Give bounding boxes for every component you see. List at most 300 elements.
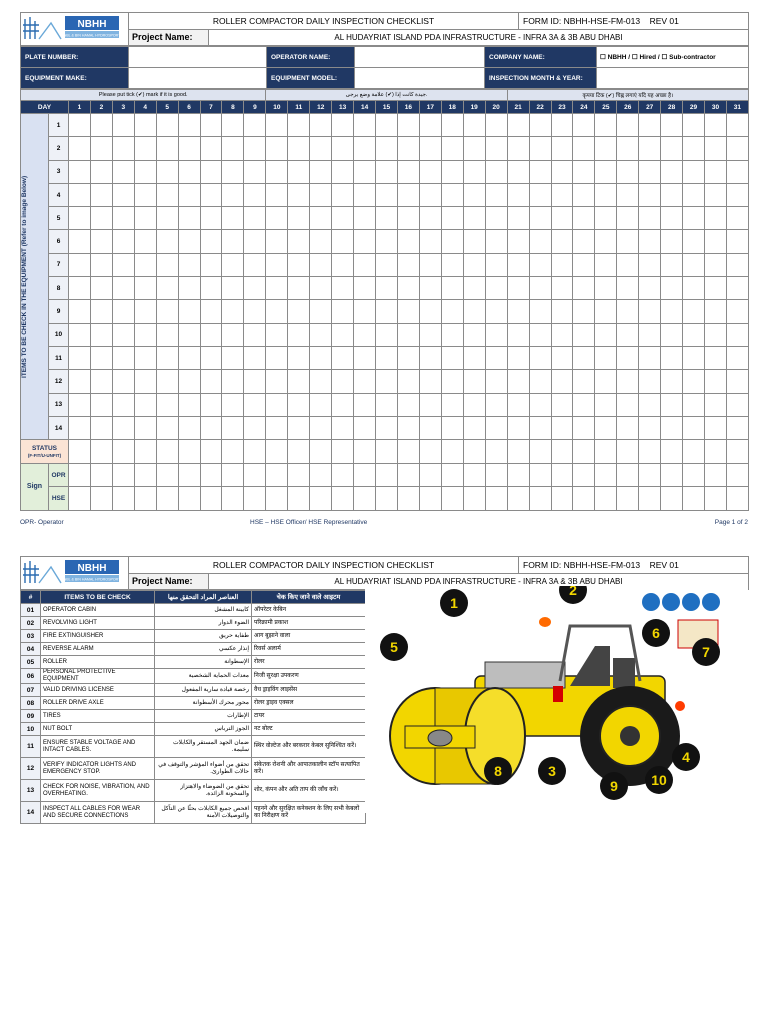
check-cell[interactable] xyxy=(551,230,573,253)
check-cell[interactable] xyxy=(551,207,573,230)
check-cell[interactable] xyxy=(551,323,573,346)
check-cell[interactable] xyxy=(397,230,419,253)
check-cell[interactable] xyxy=(726,323,748,346)
check-cell[interactable] xyxy=(507,416,529,439)
check-cell[interactable] xyxy=(441,370,463,393)
check-cell[interactable] xyxy=(134,323,156,346)
status-cell[interactable] xyxy=(90,440,112,464)
check-cell[interactable] xyxy=(178,416,200,439)
check-cell[interactable] xyxy=(617,230,639,253)
check-cell[interactable] xyxy=(617,393,639,416)
check-cell[interactable] xyxy=(617,160,639,183)
check-cell[interactable] xyxy=(397,253,419,276)
check-cell[interactable] xyxy=(112,346,134,369)
check-cell[interactable] xyxy=(397,183,419,206)
signature-cell[interactable] xyxy=(178,464,200,487)
check-cell[interactable] xyxy=(595,183,617,206)
check-cell[interactable] xyxy=(376,300,398,323)
check-cell[interactable] xyxy=(704,183,726,206)
check-cell[interactable] xyxy=(222,183,244,206)
check-cell[interactable] xyxy=(178,253,200,276)
company-options[interactable]: ☐ NBHH / ☐ Hired / ☐ Sub-contractor xyxy=(597,47,749,68)
check-cell[interactable] xyxy=(332,253,354,276)
check-cell[interactable] xyxy=(595,230,617,253)
check-cell[interactable] xyxy=(441,230,463,253)
signature-cell[interactable] xyxy=(354,487,376,510)
check-cell[interactable] xyxy=(507,277,529,300)
check-cell[interactable] xyxy=(178,323,200,346)
check-cell[interactable] xyxy=(683,207,705,230)
check-cell[interactable] xyxy=(310,346,332,369)
check-cell[interactable] xyxy=(551,416,573,439)
check-cell[interactable] xyxy=(397,137,419,160)
check-cell[interactable] xyxy=(551,346,573,369)
check-cell[interactable] xyxy=(595,300,617,323)
signature-cell[interactable] xyxy=(485,464,507,487)
check-cell[interactable] xyxy=(156,183,178,206)
signature-cell[interactable] xyxy=(332,487,354,510)
signature-cell[interactable] xyxy=(156,464,178,487)
status-cell[interactable] xyxy=(332,440,354,464)
check-cell[interactable] xyxy=(310,230,332,253)
check-cell[interactable] xyxy=(507,160,529,183)
check-cell[interactable] xyxy=(463,323,485,346)
check-cell[interactable] xyxy=(507,230,529,253)
equipment-model-field[interactable] xyxy=(355,68,485,89)
check-cell[interactable] xyxy=(156,370,178,393)
check-cell[interactable] xyxy=(419,160,441,183)
status-cell[interactable] xyxy=(200,440,222,464)
check-cell[interactable] xyxy=(134,207,156,230)
signature-cell[interactable] xyxy=(244,464,266,487)
check-cell[interactable] xyxy=(463,277,485,300)
check-cell[interactable] xyxy=(419,137,441,160)
check-cell[interactable] xyxy=(90,207,112,230)
check-cell[interactable] xyxy=(200,230,222,253)
check-cell[interactable] xyxy=(507,183,529,206)
signature-cell[interactable] xyxy=(90,487,112,510)
check-cell[interactable] xyxy=(704,277,726,300)
check-cell[interactable] xyxy=(244,346,266,369)
check-cell[interactable] xyxy=(573,137,595,160)
check-cell[interactable] xyxy=(463,253,485,276)
signature-cell[interactable] xyxy=(266,487,288,510)
check-cell[interactable] xyxy=(376,370,398,393)
check-cell[interactable] xyxy=(178,114,200,137)
check-cell[interactable] xyxy=(441,416,463,439)
check-cell[interactable] xyxy=(704,346,726,369)
check-cell[interactable] xyxy=(200,300,222,323)
check-cell[interactable] xyxy=(332,346,354,369)
check-cell[interactable] xyxy=(661,207,683,230)
check-cell[interactable] xyxy=(332,370,354,393)
signature-cell[interactable] xyxy=(639,464,661,487)
check-cell[interactable] xyxy=(266,207,288,230)
check-cell[interactable] xyxy=(617,346,639,369)
check-cell[interactable] xyxy=(310,160,332,183)
check-cell[interactable] xyxy=(463,300,485,323)
check-cell[interactable] xyxy=(244,393,266,416)
check-cell[interactable] xyxy=(463,137,485,160)
check-cell[interactable] xyxy=(529,114,551,137)
signature-cell[interactable] xyxy=(134,464,156,487)
check-cell[interactable] xyxy=(639,346,661,369)
check-cell[interactable] xyxy=(463,393,485,416)
check-cell[interactable] xyxy=(134,114,156,137)
check-cell[interactable] xyxy=(419,346,441,369)
signature-cell[interactable] xyxy=(112,487,134,510)
check-cell[interactable] xyxy=(573,207,595,230)
check-cell[interactable] xyxy=(332,207,354,230)
check-cell[interactable] xyxy=(69,253,91,276)
signature-cell[interactable] xyxy=(288,487,310,510)
signature-cell[interactable] xyxy=(200,487,222,510)
check-cell[interactable] xyxy=(683,277,705,300)
check-cell[interactable] xyxy=(69,114,91,137)
check-cell[interactable] xyxy=(507,300,529,323)
check-cell[interactable] xyxy=(112,137,134,160)
check-cell[interactable] xyxy=(222,300,244,323)
check-cell[interactable] xyxy=(288,277,310,300)
check-cell[interactable] xyxy=(112,300,134,323)
check-cell[interactable] xyxy=(726,300,748,323)
check-cell[interactable] xyxy=(310,300,332,323)
check-cell[interactable] xyxy=(639,300,661,323)
check-cell[interactable] xyxy=(419,393,441,416)
check-cell[interactable] xyxy=(376,323,398,346)
check-cell[interactable] xyxy=(661,346,683,369)
check-cell[interactable] xyxy=(419,207,441,230)
check-cell[interactable] xyxy=(178,346,200,369)
signature-cell[interactable] xyxy=(704,464,726,487)
check-cell[interactable] xyxy=(376,346,398,369)
check-cell[interactable] xyxy=(266,253,288,276)
check-cell[interactable] xyxy=(266,160,288,183)
check-cell[interactable] xyxy=(617,416,639,439)
check-cell[interactable] xyxy=(112,253,134,276)
check-cell[interactable] xyxy=(244,114,266,137)
check-cell[interactable] xyxy=(134,160,156,183)
check-cell[interactable] xyxy=(573,300,595,323)
check-cell[interactable] xyxy=(134,416,156,439)
check-cell[interactable] xyxy=(573,393,595,416)
check-cell[interactable] xyxy=(332,300,354,323)
check-cell[interactable] xyxy=(266,393,288,416)
check-cell[interactable] xyxy=(529,160,551,183)
check-cell[interactable] xyxy=(354,323,376,346)
check-cell[interactable] xyxy=(90,253,112,276)
check-cell[interactable] xyxy=(244,323,266,346)
signature-cell[interactable] xyxy=(112,464,134,487)
check-cell[interactable] xyxy=(332,183,354,206)
check-cell[interactable] xyxy=(419,230,441,253)
check-cell[interactable] xyxy=(310,137,332,160)
check-cell[interactable] xyxy=(200,393,222,416)
check-cell[interactable] xyxy=(661,230,683,253)
check-cell[interactable] xyxy=(310,393,332,416)
check-cell[interactable] xyxy=(639,393,661,416)
check-cell[interactable] xyxy=(726,183,748,206)
check-cell[interactable] xyxy=(485,416,507,439)
check-cell[interactable] xyxy=(485,230,507,253)
check-cell[interactable] xyxy=(90,346,112,369)
check-cell[interactable] xyxy=(178,277,200,300)
check-cell[interactable] xyxy=(529,370,551,393)
check-cell[interactable] xyxy=(90,137,112,160)
check-cell[interactable] xyxy=(726,114,748,137)
check-cell[interactable] xyxy=(551,160,573,183)
check-cell[interactable] xyxy=(112,160,134,183)
check-cell[interactable] xyxy=(112,323,134,346)
check-cell[interactable] xyxy=(332,230,354,253)
check-cell[interactable] xyxy=(156,416,178,439)
status-cell[interactable] xyxy=(595,440,617,464)
check-cell[interactable] xyxy=(639,183,661,206)
check-cell[interactable] xyxy=(266,346,288,369)
check-cell[interactable] xyxy=(551,253,573,276)
check-cell[interactable] xyxy=(397,300,419,323)
status-cell[interactable] xyxy=(69,440,91,464)
check-cell[interactable] xyxy=(354,114,376,137)
check-cell[interactable] xyxy=(222,393,244,416)
check-cell[interactable] xyxy=(266,370,288,393)
signature-cell[interactable] xyxy=(507,464,529,487)
check-cell[interactable] xyxy=(310,253,332,276)
check-cell[interactable] xyxy=(397,323,419,346)
check-cell[interactable] xyxy=(310,114,332,137)
check-cell[interactable] xyxy=(112,393,134,416)
status-cell[interactable] xyxy=(419,440,441,464)
check-cell[interactable] xyxy=(156,393,178,416)
check-cell[interactable] xyxy=(595,346,617,369)
check-cell[interactable] xyxy=(595,370,617,393)
check-cell[interactable] xyxy=(266,183,288,206)
check-cell[interactable] xyxy=(617,253,639,276)
check-cell[interactable] xyxy=(354,277,376,300)
signature-cell[interactable] xyxy=(507,487,529,510)
check-cell[interactable] xyxy=(288,346,310,369)
check-cell[interactable] xyxy=(90,160,112,183)
check-cell[interactable] xyxy=(288,393,310,416)
status-cell[interactable] xyxy=(310,440,332,464)
signature-cell[interactable] xyxy=(463,464,485,487)
check-cell[interactable] xyxy=(69,137,91,160)
check-cell[interactable] xyxy=(551,183,573,206)
check-cell[interactable] xyxy=(463,160,485,183)
status-cell[interactable] xyxy=(551,440,573,464)
check-cell[interactable] xyxy=(134,346,156,369)
check-cell[interactable] xyxy=(683,346,705,369)
status-cell[interactable] xyxy=(704,440,726,464)
check-cell[interactable] xyxy=(485,253,507,276)
check-cell[interactable] xyxy=(463,346,485,369)
check-cell[interactable] xyxy=(112,183,134,206)
check-cell[interactable] xyxy=(595,207,617,230)
status-cell[interactable] xyxy=(463,440,485,464)
check-cell[interactable] xyxy=(90,230,112,253)
check-cell[interactable] xyxy=(507,346,529,369)
check-cell[interactable] xyxy=(661,160,683,183)
check-cell[interactable] xyxy=(507,393,529,416)
status-cell[interactable] xyxy=(376,440,398,464)
check-cell[interactable] xyxy=(726,207,748,230)
signature-cell[interactable] xyxy=(69,487,91,510)
check-cell[interactable] xyxy=(485,300,507,323)
check-cell[interactable] xyxy=(529,300,551,323)
check-cell[interactable] xyxy=(112,277,134,300)
check-cell[interactable] xyxy=(134,183,156,206)
status-cell[interactable] xyxy=(178,440,200,464)
signature-cell[interactable] xyxy=(266,464,288,487)
check-cell[interactable] xyxy=(156,346,178,369)
check-cell[interactable] xyxy=(156,160,178,183)
check-cell[interactable] xyxy=(222,207,244,230)
check-cell[interactable] xyxy=(573,114,595,137)
check-cell[interactable] xyxy=(90,183,112,206)
check-cell[interactable] xyxy=(222,416,244,439)
check-cell[interactable] xyxy=(69,160,91,183)
check-cell[interactable] xyxy=(441,277,463,300)
check-cell[interactable] xyxy=(397,346,419,369)
check-cell[interactable] xyxy=(376,253,398,276)
check-cell[interactable] xyxy=(112,416,134,439)
signature-cell[interactable] xyxy=(419,487,441,510)
check-cell[interactable] xyxy=(661,323,683,346)
check-cell[interactable] xyxy=(332,323,354,346)
check-cell[interactable] xyxy=(419,416,441,439)
check-cell[interactable] xyxy=(573,160,595,183)
check-cell[interactable] xyxy=(222,160,244,183)
check-cell[interactable] xyxy=(617,114,639,137)
check-cell[interactable] xyxy=(310,370,332,393)
check-cell[interactable] xyxy=(419,253,441,276)
check-cell[interactable] xyxy=(397,370,419,393)
signature-cell[interactable] xyxy=(551,487,573,510)
signature-cell[interactable] xyxy=(661,487,683,510)
check-cell[interactable] xyxy=(551,370,573,393)
status-cell[interactable] xyxy=(266,440,288,464)
check-cell[interactable] xyxy=(310,183,332,206)
check-cell[interactable] xyxy=(595,393,617,416)
check-cell[interactable] xyxy=(134,393,156,416)
check-cell[interactable] xyxy=(200,416,222,439)
check-cell[interactable] xyxy=(288,416,310,439)
check-cell[interactable] xyxy=(573,323,595,346)
check-cell[interactable] xyxy=(529,277,551,300)
signature-cell[interactable] xyxy=(551,464,573,487)
signature-cell[interactable] xyxy=(134,487,156,510)
check-cell[interactable] xyxy=(507,253,529,276)
check-cell[interactable] xyxy=(661,277,683,300)
check-cell[interactable] xyxy=(485,393,507,416)
status-cell[interactable] xyxy=(639,440,661,464)
check-cell[interactable] xyxy=(551,277,573,300)
check-cell[interactable] xyxy=(704,393,726,416)
signature-cell[interactable] xyxy=(573,487,595,510)
check-cell[interactable] xyxy=(332,393,354,416)
signature-cell[interactable] xyxy=(310,487,332,510)
check-cell[interactable] xyxy=(222,277,244,300)
check-cell[interactable] xyxy=(661,137,683,160)
check-cell[interactable] xyxy=(573,346,595,369)
check-cell[interactable] xyxy=(639,137,661,160)
check-cell[interactable] xyxy=(419,114,441,137)
check-cell[interactable] xyxy=(573,230,595,253)
signature-cell[interactable] xyxy=(617,464,639,487)
check-cell[interactable] xyxy=(266,323,288,346)
check-cell[interactable] xyxy=(69,183,91,206)
check-cell[interactable] xyxy=(288,183,310,206)
check-cell[interactable] xyxy=(222,137,244,160)
check-cell[interactable] xyxy=(200,160,222,183)
signature-cell[interactable] xyxy=(156,487,178,510)
check-cell[interactable] xyxy=(244,416,266,439)
check-cell[interactable] xyxy=(661,183,683,206)
signature-cell[interactable] xyxy=(704,487,726,510)
check-cell[interactable] xyxy=(463,416,485,439)
status-cell[interactable] xyxy=(354,440,376,464)
check-cell[interactable] xyxy=(595,416,617,439)
signature-cell[interactable] xyxy=(683,487,705,510)
check-cell[interactable] xyxy=(288,114,310,137)
check-cell[interactable] xyxy=(244,277,266,300)
check-cell[interactable] xyxy=(354,137,376,160)
plate-number-field[interactable] xyxy=(129,47,267,68)
status-cell[interactable] xyxy=(441,440,463,464)
signature-cell[interactable] xyxy=(529,487,551,510)
check-cell[interactable] xyxy=(683,300,705,323)
check-cell[interactable] xyxy=(726,370,748,393)
check-cell[interactable] xyxy=(683,370,705,393)
signature-cell[interactable] xyxy=(463,487,485,510)
check-cell[interactable] xyxy=(463,370,485,393)
check-cell[interactable] xyxy=(419,300,441,323)
check-cell[interactable] xyxy=(222,346,244,369)
check-cell[interactable] xyxy=(200,207,222,230)
check-cell[interactable] xyxy=(354,253,376,276)
check-cell[interactable] xyxy=(244,160,266,183)
check-cell[interactable] xyxy=(661,300,683,323)
signature-cell[interactable] xyxy=(222,487,244,510)
check-cell[interactable] xyxy=(376,207,398,230)
check-cell[interactable] xyxy=(266,137,288,160)
check-cell[interactable] xyxy=(485,346,507,369)
check-cell[interactable] xyxy=(485,183,507,206)
check-cell[interactable] xyxy=(463,114,485,137)
signature-cell[interactable] xyxy=(595,464,617,487)
check-cell[interactable] xyxy=(397,207,419,230)
check-cell[interactable] xyxy=(529,183,551,206)
check-cell[interactable] xyxy=(726,137,748,160)
signature-cell[interactable] xyxy=(419,464,441,487)
status-cell[interactable] xyxy=(661,440,683,464)
check-cell[interactable] xyxy=(419,370,441,393)
check-cell[interactable] xyxy=(595,160,617,183)
check-cell[interactable] xyxy=(704,137,726,160)
check-cell[interactable] xyxy=(134,137,156,160)
check-cell[interactable] xyxy=(288,230,310,253)
check-cell[interactable] xyxy=(639,253,661,276)
check-cell[interactable] xyxy=(288,300,310,323)
signature-cell[interactable] xyxy=(69,464,91,487)
signature-cell[interactable] xyxy=(310,464,332,487)
check-cell[interactable] xyxy=(573,370,595,393)
check-cell[interactable] xyxy=(354,160,376,183)
check-cell[interactable] xyxy=(200,137,222,160)
check-cell[interactable] xyxy=(90,393,112,416)
check-cell[interactable] xyxy=(90,300,112,323)
check-cell[interactable] xyxy=(419,323,441,346)
